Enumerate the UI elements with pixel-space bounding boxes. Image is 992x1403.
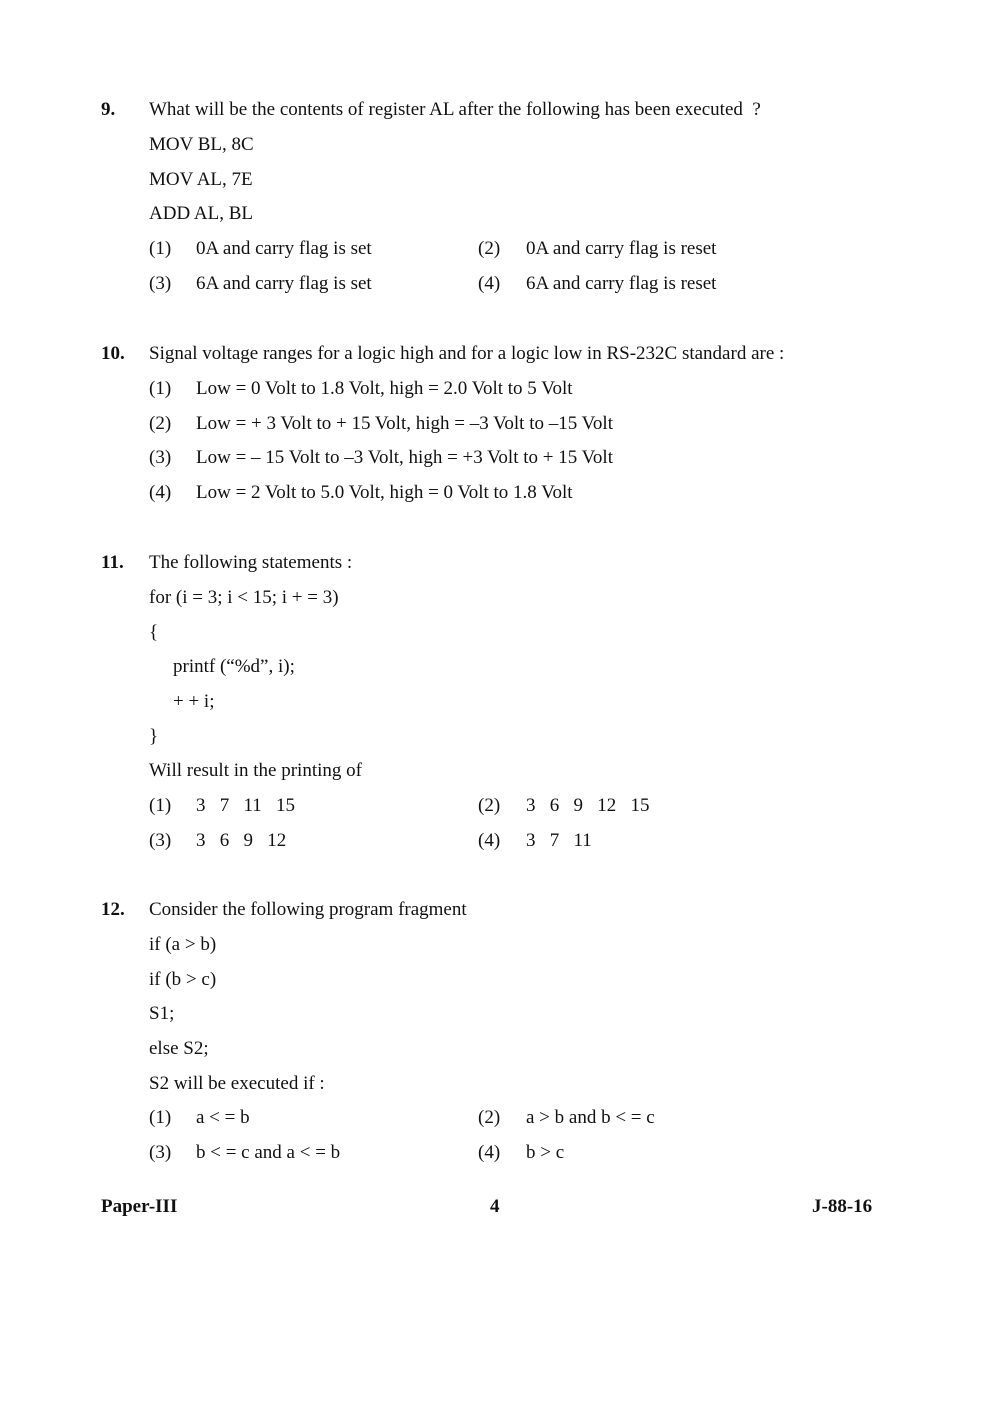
option-text: 6A and carry flag is reset	[526, 273, 717, 294]
code-line: MOV AL, 7E	[149, 169, 253, 190]
option-number: (3)	[149, 1142, 172, 1163]
question-prompt: Will result in the printing of	[149, 760, 362, 781]
question-stem: The following statements :	[149, 552, 353, 573]
option-text: 3 6 9 12 15	[526, 795, 650, 816]
option-number: (1)	[149, 238, 172, 259]
option-text: 3 6 9 12	[196, 830, 287, 851]
question-stem: Signal voltage ranges for a logic high and for a logic low in RS-232C standard are :	[149, 343, 785, 364]
footer-paper-label: Paper-III	[101, 1196, 178, 1217]
question-stem: What will be the contents of register AL after the following has been executed ?	[149, 99, 761, 120]
footer-page-number: 4	[490, 1196, 500, 1217]
option-text: 0A and carry flag is reset	[526, 238, 717, 259]
option-text: 6A and carry flag is set	[196, 273, 372, 294]
code-line: S1;	[149, 1003, 175, 1024]
question-stem: Consider the following program fragment	[149, 899, 467, 920]
code-line: + + i;	[173, 691, 215, 712]
option-text: Low = 2 Volt to 5.0 Volt, high = 0 Volt to 1.8 Volt	[196, 482, 573, 503]
option-text: Low = – 15 Volt to –3 Volt, high = +3 Volt to + 15 Volt	[196, 447, 613, 468]
option-number: (3)	[149, 830, 172, 851]
code-line: }	[149, 726, 159, 747]
code-line: if (a > b)	[149, 934, 217, 955]
option-number: (4)	[478, 273, 501, 294]
option-text: Low = 0 Volt to 1.8 Volt, high = 2.0 Volt to 5 Volt	[196, 378, 573, 399]
option-text: 0A and carry flag is set	[196, 238, 372, 259]
question-number: 9.	[101, 99, 116, 120]
option-text: 3 7 11 15	[196, 795, 296, 816]
code-line: printf (“%d”, i);	[173, 656, 295, 677]
option-text: a < = b	[196, 1107, 250, 1128]
option-number: (4)	[149, 482, 172, 503]
option-number: (1)	[149, 378, 172, 399]
code-line: MOV BL, 8C	[149, 134, 254, 155]
option-text: 3 7 11	[526, 830, 592, 851]
question-prompt: S2 will be executed if :	[149, 1073, 325, 1094]
code-line: {	[149, 622, 159, 643]
option-number: (3)	[149, 273, 172, 294]
question-number: 12.	[101, 899, 125, 920]
option-number: (2)	[149, 413, 172, 434]
option-text: b > c	[526, 1142, 565, 1163]
footer-code: J-88-16	[812, 1196, 873, 1217]
question-number: 11.	[101, 552, 124, 573]
option-text: Low = + 3 Volt to + 15 Volt, high = –3 Volt to –15 Volt	[196, 413, 613, 434]
code-line: for (i = 3; i < 15; i + = 3)	[149, 587, 339, 608]
option-number: (4)	[478, 830, 501, 851]
option-text: b < = c and a < = b	[196, 1142, 341, 1163]
code-line: ADD AL, BL	[149, 203, 253, 224]
code-line: else S2;	[149, 1038, 209, 1059]
option-number: (1)	[149, 795, 172, 816]
option-number: (4)	[478, 1142, 501, 1163]
option-number: (2)	[478, 795, 501, 816]
option-number: (2)	[478, 238, 501, 259]
option-number: (2)	[478, 1107, 501, 1128]
option-number: (3)	[149, 447, 172, 468]
code-line: if (b > c)	[149, 969, 217, 990]
option-number: (1)	[149, 1107, 172, 1128]
option-text: a > b and b < = c	[526, 1107, 655, 1128]
question-number: 10.	[101, 343, 125, 364]
